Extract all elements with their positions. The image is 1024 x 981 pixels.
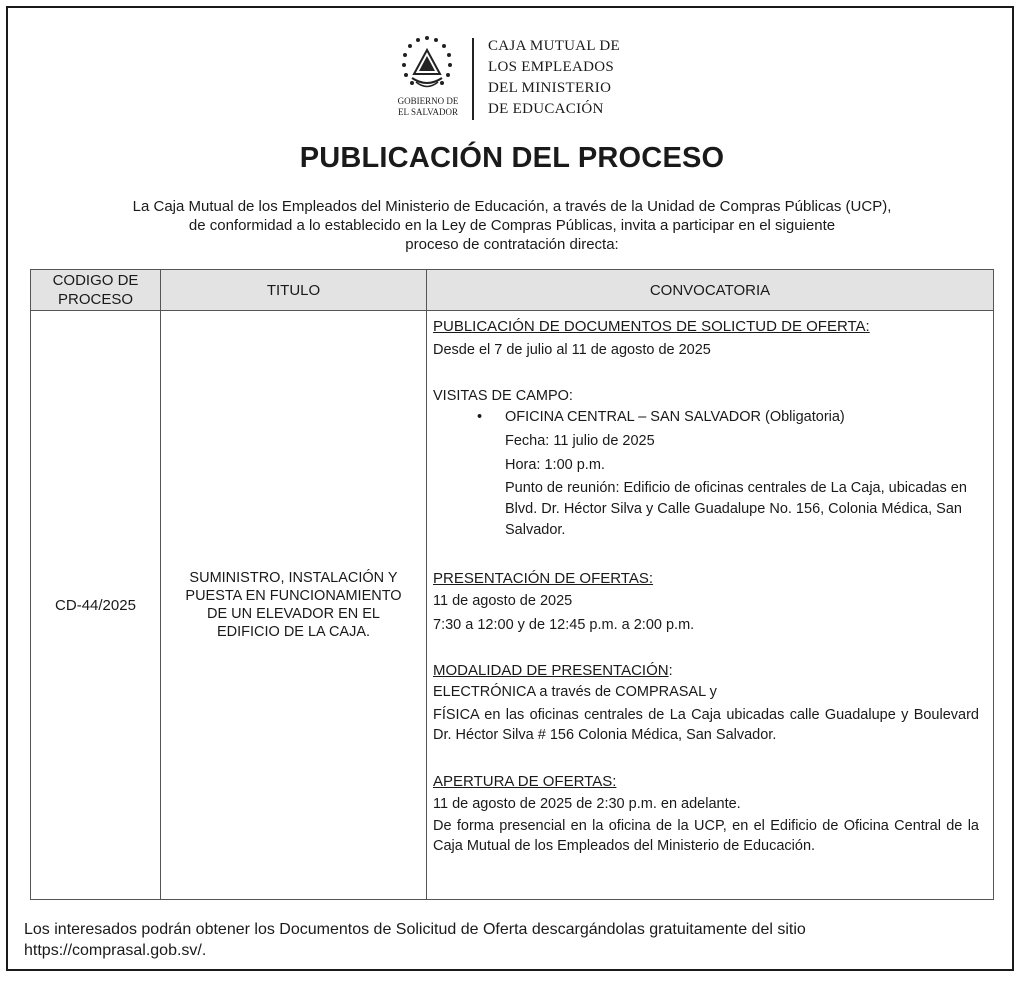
header-convocatoria: CONVOCATORIA xyxy=(427,270,994,311)
footer-note: Los interesados podrán obtener los Documentos de Solicitud de Oferta descargándolas gratuitamente del sitio https://comprasal.gob.sv/. xyxy=(24,919,984,961)
opening-place: De forma presencial en la oficina de la UCP, en el Edificio de Oficina Central de la Caja Mutual de los Empleados del Ministerio de Educación. xyxy=(433,818,979,854)
page-title: PUBLICACIÓN DEL PROCESO xyxy=(299,142,725,174)
header-logo xyxy=(392,34,642,124)
government-label: GOBIERNO DE EL SALVADOR xyxy=(397,96,459,117)
modality-heading-line: MODALIDAD DE PRESENTACIÓN: xyxy=(433,662,673,679)
comprasal-link[interactable]: https://comprasal.gob.sv/. xyxy=(24,942,207,959)
process-title: SUMINISTRO, INSTALACIÓN Y PUESTA EN FUNCIONAMIENTO DE UN ELEVADOR EN EL EDIFICIO DE LA CAJA. xyxy=(161,311,427,900)
visits-heading: VISITAS DE CAMPO: xyxy=(433,388,573,404)
process-code: CD-44/2025 xyxy=(31,311,161,900)
bullet-icon: • xyxy=(477,409,483,425)
modality-heading: MODALIDAD DE PRESENTACIÓN xyxy=(433,662,669,679)
modality-physical: FÍSICA en las oficinas centrales de La Caja ubicadas calle Guadalupe y Boulevard Dr. Héctor Silva # 156 Colonia Médica, San Salvador. xyxy=(433,707,979,743)
publication-heading: PUBLICACIÓN DE DOCUMENTOS DE SOLICTUD DE OFERTA: xyxy=(433,318,870,335)
publication-dates: Desde el 7 de julio al 11 de agosto de 2025 xyxy=(433,342,711,358)
logo-divider xyxy=(472,38,474,120)
header-process-code: CODIGO DE PROCESO xyxy=(31,270,161,311)
process-table xyxy=(30,269,994,900)
presentation-date: 11 de agosto de 2025 xyxy=(433,593,573,609)
organization-name: CAJA MUTUAL DE LOS EMPLEADOS DEL MINISTERIO DE EDUCACIÓN xyxy=(488,38,620,117)
intro-paragraph: La Caja Mutual de los Empleados del Ministerio de Educación, a través de la Unidad de Compras Públicas (UCP), de conformidad a lo establecido en la Ley de Compras Públicas, invita a participar en el siguiente proceso de contratación directa: xyxy=(132,198,892,253)
convocatoria-cell xyxy=(427,311,994,900)
visit-date: Fecha: 11 julio de 2025 xyxy=(505,433,655,449)
modality-electronic: ELECTRÓNICA a través de COMPRASAL y xyxy=(433,684,717,700)
table-row xyxy=(31,311,994,900)
coat-of-arms-icon xyxy=(396,34,458,96)
presentation-heading: PRESENTACIÓN DE OFERTAS: xyxy=(433,570,654,587)
visit-meeting-point: Punto de reunión: Edificio de oficinas centrales de La Caja, ubicadas en Blvd. Dr. Héctor Silva y Calle Guadalupe No. 156, Colonia Médica, San Salvador. xyxy=(505,480,967,538)
presentation-hours: 7:30 a 12:00 y de 12:45 p.m. a 2:00 p.m. xyxy=(433,617,695,633)
opening-date: 11 de agosto de 2025 de 2:30 p.m. en adelante. xyxy=(433,796,741,812)
table-header-row xyxy=(31,270,994,311)
visit-time: Hora: 1:00 p.m. xyxy=(505,457,605,473)
header-title: TITULO xyxy=(161,270,427,311)
opening-heading: APERTURA DE OFERTAS: xyxy=(433,773,617,790)
visit-place: • OFICINA CENTRAL – SAN SALVADOR (Obligatoria) xyxy=(477,409,845,425)
